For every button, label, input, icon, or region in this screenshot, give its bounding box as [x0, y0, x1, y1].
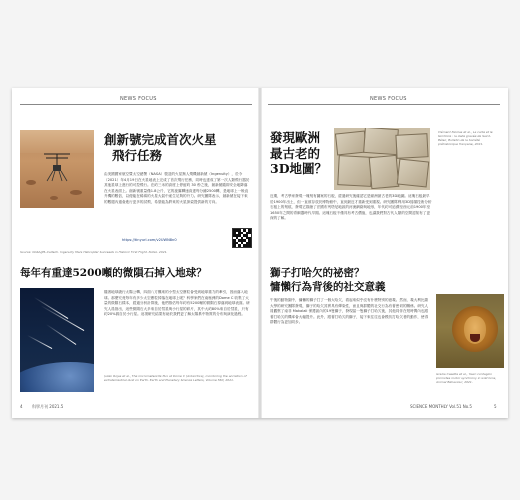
page-number-left: 4 — [20, 404, 23, 409]
article1-caption: Source: NASA/JPL-Caltech. Ingenuity Mars Helicopter Succeeds in Historic First Flight. NASA. 2021. — [20, 250, 168, 254]
qr-code-icon[interactable] — [232, 228, 252, 248]
mars-helicopter-photo — [20, 130, 94, 208]
article2-body: 隨著地球繞行太陽公轉，四面八方飄來的小型太空塵粒會受到地球重力的牽引，因而落入地球。那麼究竟每年有多少太空塵粒掉落在地球上呢？科學家們在南極洲的Dome C 收集了大量的微隕石樣本，經過分析計算後，他們推估每年約有5200噸的微隕石掉落到地球表面。研究人員指出，這些微隕石大多來自於彗星與小行星的碎片，其中大約80%來自於彗星，只有約20%源自於小行星。這項研究結果有助於我們更了解太陽系中物質的分布與演化過程。 — [104, 290, 250, 317]
footer-publication-left: 科學月刊 2021.5 — [32, 404, 64, 409]
article1-qr-link[interactable]: https://tinyurl.com/v2UWN8n0 — [122, 238, 177, 242]
left-page — [12, 88, 260, 418]
article1-body: 由美國國家航空暨太空總署（NASA）製造的火星無人飛機創新號（Ingenuity），於今（2021）年4月19日在火星地表上完成了首次飛行任務，同時也達成了第一次人類飛行器於其他星球上進行的可控飛行。在約三米的高度上停留約 30 秒之後，創新號隨即安全地降落在火星表面上。創新號重量僅1.8公斤，它的旋翼轉速高達每分鐘2500轉，是地球上一般直升機的數倍，以便能在稀薄的火星大氣中產生足夠的升力。研究團隊表示，創新號在接下來的數週內還會進行更多的試飛，希望能為將來的火星探索提供新的方向。 — [104, 172, 250, 204]
article2-title: 每年有重達5200噸的微隕石掉入地球？ — [20, 267, 207, 279]
page-number-right: 5 — [494, 404, 497, 409]
article3-caption: Clément Nicolas et al., La carte et le territoire : la dalle gravée de Saint-Bélec, Bulletin de la Société préhistorique française, 2021. — [438, 130, 493, 146]
header-rule-right — [268, 104, 500, 105]
article4-caption: Grazia Casetta et al., Yawn contagion promotes motor synchrony in wild lions, Animal Behaviour, 2021. — [436, 372, 497, 384]
footer-publication-right: SCIENCE MONTHLY Vol.51 No.5 — [410, 404, 472, 409]
article1-title: 創新號完成首次火星 飛行任務 — [104, 132, 217, 163]
yawning-lion-photo — [436, 294, 504, 368]
right-page — [260, 88, 508, 418]
article4-body: 午後的動物園中，慵懶的獅子打了一個大哈欠，看起來似乎沒有什麼特別的意義。然而，義大利比薩大學的研究團隊發現，獅子的哈欠其實具有傳染性，而且與群體的社交行為有著密切的關係。研究人員觀察了南非 Makalali 保護區內的19隻獅子，發現當一隻獅子打哈欠後，其他同伴在短時間內也跟著打哈欠的機率會大幅提升。此外，跟著打哈欠的獅子，接下來往往也會模仿打哈欠者的動作，使得群體行為更加同步。 — [270, 298, 429, 325]
running-head-right: NEWS FOCUS — [370, 96, 407, 102]
header-rule-left — [20, 104, 252, 105]
article2-caption: Julien Rojas et al., The micrometeorite flux at Dome C (Antarctica), monitoring the accretion of extraterrestrial dust on Earth. Earth and Planetary Science Letters, Volume 560, 2021. — [104, 374, 247, 382]
stone-map-photo — [334, 128, 430, 190]
article3-title: 發現歐洲 最古老的 3D地圖？ — [270, 130, 328, 176]
micrometeorite-photo — [20, 288, 94, 392]
article3-body: 近期，考古學家發現一塊刻有圖案的石板，經過研究後確認它是歐洲最古老的3D地圖。這塊石板最早於1900年出土，但一直被存放於博物館中，直到最近才重新受到重視。研究團隊利用3D掃描技術分析石板上的刻痕，發現它描繪了法國布列塔尼地區的河流網絡與地形，年代約可追溯至西元前1900年至1650年之間的青銅器時代早期。這塊石板不僅具有考古價值，也讓我們對古代人類的空間認知有了更深的了解。 — [270, 194, 432, 221]
magazine-spread — [12, 88, 508, 418]
running-head-left: NEWS FOCUS — [120, 96, 157, 102]
helicopter-icon — [42, 150, 72, 184]
article4-title: 獅子打哈欠的祕密？ 慵懶行為背後的社交意義 — [270, 267, 386, 293]
